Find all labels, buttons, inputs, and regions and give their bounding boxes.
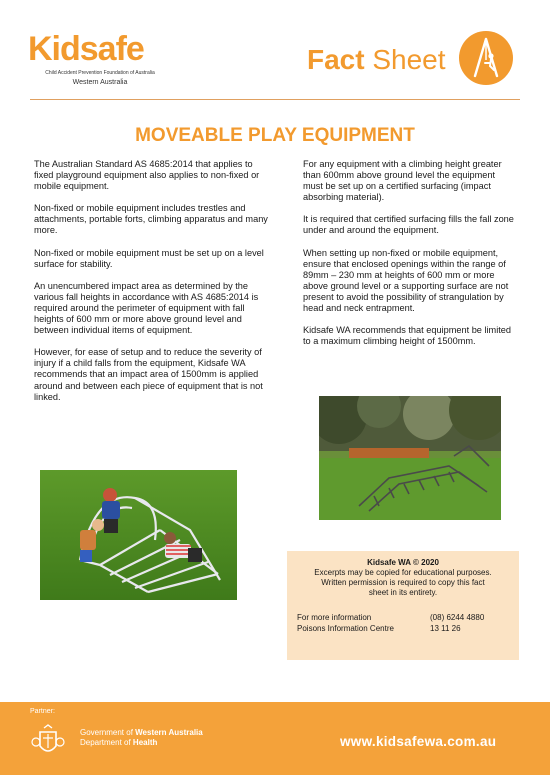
contact-phone[interactable]: 13 11 26 — [430, 624, 461, 633]
paragraph: However, for ease of setup and to reduce the severity of injury if a child falls from the equipment, Kidsafe WA recommends that an impact area of 1500mm is applied around and between each piece of equipment that is not linked. — [34, 347, 263, 402]
government-wordmark: Government of Western Australia Department of Health — [80, 728, 203, 747]
left-column — [34, 159, 274, 414]
contact-label: Poisons Information Centre — [297, 624, 394, 633]
footer — [0, 702, 550, 775]
fact-sheet-heading — [307, 44, 446, 76]
copyright-title: Kidsafe WA © 2020 — [367, 558, 439, 567]
kidsafe-logo — [22, 26, 172, 96]
page-title: MOVEABLE PLAY EQUIPMENT — [135, 125, 415, 146]
paragraph: It is required that certified surfacing fills the fall zone under and around the equipment. — [303, 214, 514, 236]
partner-label: Partner: — [30, 708, 55, 715]
right-column — [303, 159, 517, 358]
contact-label: For more information — [297, 613, 372, 622]
copyright-line: Written permission is required to copy this fact — [321, 578, 485, 587]
swing-icon — [458, 30, 514, 86]
paragraph: Kidsafe WA recommends that equipment be limited to a maximum climbing height of 1500mm. — [303, 325, 512, 347]
paragraph: Non-fixed or mobile equipment must be set up on a level surface for stability. — [34, 247, 264, 269]
website-link[interactable]: www.kidsafewa.com.au — [340, 734, 497, 749]
paragraph: An unencumbered impact area as determined by the various fall heights in accordance with AS 4685:2014 is required around the perimeter of equipment with fall heights of 600 mm or more above ground level and between individual items of equipment. — [34, 280, 259, 336]
contact-phone[interactable]: (08) 6244 4880 — [430, 613, 485, 622]
logo-region: Western Australia — [72, 79, 128, 86]
copyright-line: Excerpts may be copied for educational purposes. — [314, 568, 492, 577]
paragraph: The Australian Standard AS 4685:2014 that applies to fixed playground equipment also applies to non-fixed or mobile equipment. — [34, 159, 260, 192]
wa-government-crest-icon — [30, 724, 66, 760]
equipment-yard-photo — [319, 396, 501, 520]
fact-sheet-rest: Sheet — [372, 44, 446, 75]
logo-tagline: Child Accident Prevention Foundation of Australia — [45, 70, 155, 76]
paragraph: For any equipment with a climbing height greater than 600mm above ground level the equipment must be set up on a certified surfacing (impact absorbing material). — [303, 159, 502, 203]
header-divider — [30, 99, 520, 100]
copyright-line: sheet in its entirety. — [368, 588, 438, 597]
children-climbing-photo — [40, 470, 237, 600]
paragraph: Non-fixed or mobile equipment includes trestles and attachments, portable forts, climbing apparatus and many more. — [34, 203, 268, 236]
paragraph: When setting up non-fixed or mobile equipment, ensure that enclosed openings within the range of 89mm – 230 mm at heights of 600 mm or more above ground level or a supporting surface are not present to avoid the possibility of strangulation by head and neck entrapment. — [303, 247, 509, 314]
copyright-info-box — [287, 551, 519, 660]
logo-wordmark: Kidsafe — [28, 30, 144, 68]
fact-sheet-bold: Fact — [307, 44, 365, 75]
